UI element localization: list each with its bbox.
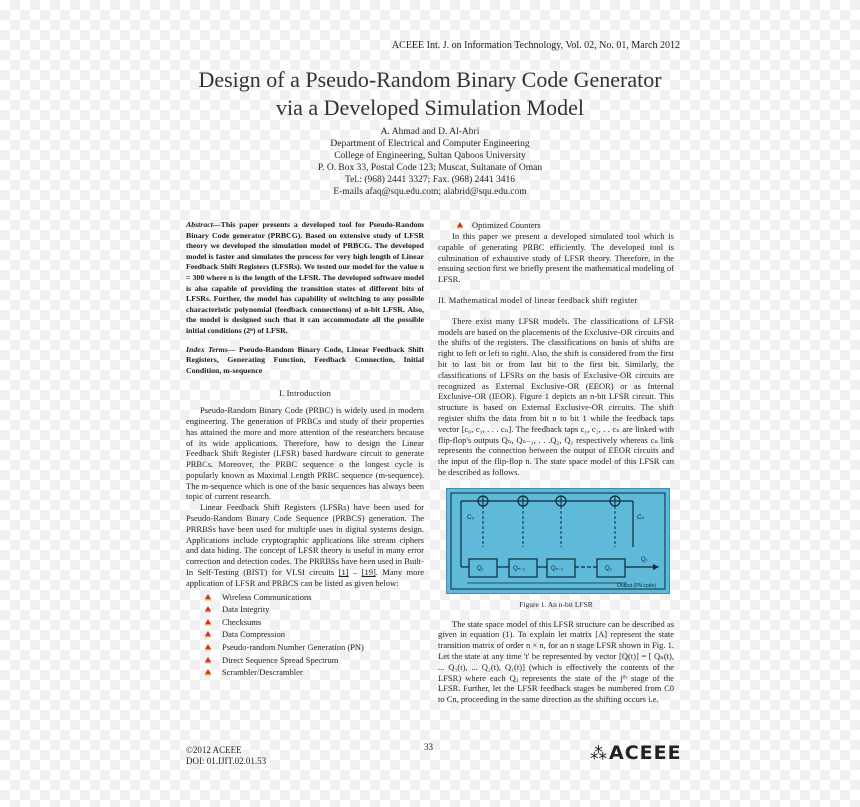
author-names: A. Ahmad and D. Al-Abri (380, 127, 480, 137)
reference-link-1[interactable]: [1] (338, 567, 349, 578)
bullet-icon (204, 593, 212, 601)
lfsr-diagram (447, 489, 669, 593)
label-qn2: Qₙ₋₂ (551, 565, 564, 572)
right-paragraph-3: The state space model of this LFSR structure can be described as given in equation (1). To explain let matrix [A] represent the state transition matrix of order n × n, for an n stage LFSR shown in Fig. 1. Let the state at any time 't' be represented by vector [Q(t)] = [ Qₙ(t), ... Q₃(t), ... Q₂(t), Q₁(t)] (which is effectively the contents of the LFSR) where each Qⱼ represents the state of the jᵗʰ stage of the LFSR. Further, let the LFSR feedback stages be numbered from C0 to Cn, proceeding in the same direction as the shifting occurs i.e. (438, 618, 674, 705)
abstract (186, 220, 424, 337)
label-q1: Q₁ (477, 565, 484, 572)
affiliation-line: Tel.: (968) 2441 3327; Fax. (968) 2441 3416 (344, 175, 516, 185)
bullet-icon (204, 668, 212, 676)
list-item: Data Integrity (186, 603, 424, 616)
section-heading-introduction: I. Introduction (278, 388, 332, 399)
intro-paragraph-2-text: Linear Feedback Shift Registers (LFSRs) have been used for Pseudo-Random Binary Code Sequence (PRBCS) generation. The PRRBSs have been used for multiple uses in digital systems design. Applications include cryptographic applications like stream ciphers and data hiding. The concept of LFSR theory is useful in many error correction and detection codes. The PRRBSs have been used in Built-In Self-Testing (BIST) for VLSI circuits (186, 502, 424, 578)
intro-paragraph-2-end: . Many more application of LFSR and PRBCS can be listed as given below: (186, 567, 424, 588)
label-q2: Q₂ (605, 565, 612, 572)
affiliation-line: E-mails afaq@squ.edu.com; alabrid@squ.edu.com (333, 187, 527, 197)
section-heading-mathematical-model: II. Mathematical model of linear feedback shift register (438, 294, 638, 305)
label-q1-out: Q₁ (641, 556, 648, 563)
bullet-icon (456, 221, 464, 229)
right-column (438, 220, 674, 705)
bullet-icon (204, 618, 212, 626)
logo-mark-icon: ⁂ (590, 744, 608, 764)
index-terms-lead: Index Terms (186, 344, 228, 354)
intro-paragraph-2 (186, 502, 424, 588)
author-block (230, 126, 630, 198)
index-terms-body: — Pseudo-Random Binary Code, Linear Feedback Shift Registers, Generating Function, Feedback Connection, Initial Condition, m-sequence (186, 344, 425, 375)
bullet-icon (204, 630, 212, 638)
list-item: Checksums (186, 616, 424, 629)
journal-header: ACEEE Int. J. on Information Technology, Vol. 02, No. 01, March 2012 (391, 40, 680, 51)
reference-link-19[interactable]: [19] (361, 567, 376, 578)
paper-title (170, 66, 690, 122)
list-item: Optimized Counters (438, 220, 674, 231)
applications-list (186, 591, 424, 679)
affiliation-line: P. O. Box 33, Postal Code 123; Muscat, Sultanate of Oman (317, 163, 543, 173)
list-item: Direct Sequence Spread Spectrum (186, 654, 424, 667)
abstract-body: —This paper presents a developed tool for Pseudo-Random Binary Code generator (PRBCG). Based on extensive study of LFSR theory we developed the simulation model of PRBCG. The developed model is faster and simulates the process for very high length of Linear Feedback Shift Registers (LFSRs). We tested our model for the value n = 300 where n is the length of the LFSR. The developed software model is also capable of providing the transition states of different bits of LFSRs. Further, the model has capability of switching to any possible characteristic polynomial (feedback connections) of n-bit LFSR. Also, the model is designed such that it can accommodate all the possible initial conditions (2ⁿ) of LFSR. (186, 220, 424, 335)
label-output: Output (PN code) (617, 582, 656, 589)
list-item: Pseudo-random Number Generation (PN) (186, 641, 424, 654)
list-item: Wireless Communications (186, 591, 424, 604)
label-cn: Cₙ (637, 513, 645, 521)
intro-dash: – (348, 567, 362, 578)
bullet-icon (204, 643, 212, 651)
list-item: Data Compression (186, 628, 424, 641)
abstract-lead: Abstract (186, 220, 213, 229)
figure-caption: Figure 1. An n-bit LFSR (519, 599, 593, 609)
page-number: 33 (424, 742, 433, 752)
footer-doi: DOI: 01.IJIT.02.01.53 (186, 756, 267, 766)
label-c0: C₀ (467, 513, 475, 521)
aceee-logo (590, 742, 682, 764)
affiliation-line: Department of Electrical and Computer Engineering (330, 139, 530, 149)
right-paragraph-2: There exist many LFSR models. The classifications of LFSR models are based on the placements of the Exclusive-OR circuits and the shifts of the registers. The classifications on basis of shifts are right to left or left to right. Also, the shift is considered from the first bit to last bit or from last bit to the first bit. Similarly, the classifications of LFSRs on the basis of Exclusive-OR circuits are recognized as External Exclusive-OR (EEOR) or as Internal Exclusive-OR (IEOR). Figure 1 depicts an n-bit LFSR circuit. This structure is based on External Exclusive-OR circuits. The shift register shifts the data from bit n to bit 1 while the feedback taps vector [c₀, c₁, . . . cₙ]. The feedback taps c₁, c₂, . . cₙ are linked with flip-flop's outputs Qₙ, Qₙ₋₁, . . .Q₂, Q₁ respectively whereas cₙ link represents the connection between the output of EEOR circuits and the input of the flip-flop n. The state space model of this LFSR can be described as follows. (438, 315, 674, 477)
right-paragraph-1: In this paper we present a developed simulated tool which is capable of generating PRBC efficiently. The developed tool is culmination of exhaustive study of LFSR theory. Therefore, in the ensuing section first we briefly present the mathematical modeling of LFSR. (438, 231, 674, 285)
footer-left (186, 745, 266, 767)
index-terms (186, 345, 424, 377)
affiliation-line: College of Engineering, Sultan Qaboos University (334, 151, 526, 161)
title-line-1: Design of a Pseudo-Random Binary Code Generator (198, 67, 662, 92)
lfsr-figure (446, 488, 670, 594)
left-column (186, 220, 424, 679)
intro-paragraph-1: Pseudo-Random Binary Code (PRBC) is widely used in modern engineering. The generation of PRBCs and study of their properties has attained the more and more attention of the researchers because of its wide applications. Therefore, how to design the Linear Feedback Shift Register (LFSR) based hardware circuit to generate PRBCs. Moreover, the PRBC sequence o the longest cycle is popularly known as Maximal Length PRBC sequence (m-sequence). The m-sequence which is one of the basic sequences has always been topic of current research. (186, 405, 424, 502)
logo-text: ACEEE (609, 742, 682, 764)
bullet-icon (204, 605, 212, 613)
label-qn1: Qₙ₋₁ (513, 565, 526, 572)
title-line-2: via a Developed Simulation Model (276, 95, 584, 120)
footer-copyright: ©2012 ACEEE (186, 745, 242, 755)
bullet-icon (204, 656, 212, 664)
list-item: Scrambler/Descrambler (186, 666, 424, 679)
